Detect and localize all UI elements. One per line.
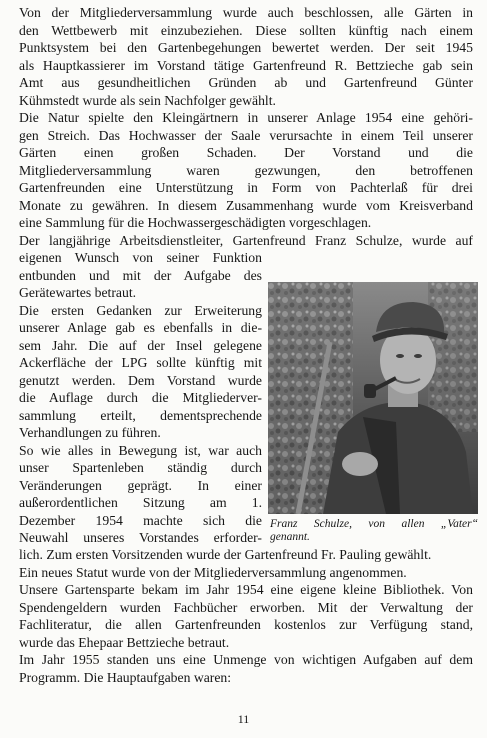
text-line: unser Spartenleben ständig durch	[19, 460, 262, 475]
text-line: Der langjährige Arbeitsdienstleiter, Gartenfreund Franz Schulze, wurde auf	[19, 232, 473, 248]
text-line: Gartenfreunden eine Unterstützung in Form von Pachterlaß für drei	[19, 180, 473, 195]
text-line: eigenen Wunsch von seiner Funktion	[19, 250, 262, 265]
text-line: Programm. Die Hauptaufgaben waren:	[19, 669, 232, 685]
text-line: Die ersten Gedanken zur Erweiterung	[19, 302, 262, 318]
text-line: außerordentlichen Sitzung am 1.	[19, 495, 262, 510]
text-line: Ein neues Statut wurde von der Mitgliederversammlung angenommen.	[19, 564, 407, 580]
text-line: Unsere Gartensparte bekam im Jahr 1954 eine eigene kleine Bibliothek. Von	[19, 582, 473, 597]
text-line: Die Natur spielte den Kleingärtnern in unserer Anlage 1954 eine gehöri-	[19, 110, 473, 125]
text-line: wurde das Ehepaar Bettzieche betraut.	[19, 634, 230, 650]
text-line: Verhandlungen zu führen.	[19, 425, 161, 440]
text-line: als Hauptkassierer im Vorstand tätige Gartenfreund R. Bettzieche gab sein	[19, 57, 473, 73]
text-line: sammlung erteilt, dementsprechende	[19, 407, 262, 423]
text-line: So wie alles in Bewegung ist, war auch	[19, 442, 262, 458]
text-line: Ackerfläche der LPG sollte künftig mit	[19, 355, 262, 370]
body-text-top	[19, 4, 473, 249]
text-line: Fachliteratur, die allen Gartenfreunden kostenlos zur Verfügung stand,	[19, 617, 473, 632]
text-line: Amt aus gesundheitlichen Gründen ab und Gartenfreund Günter	[19, 75, 473, 90]
text-line: die Auflage durch die Mitgliederver-	[19, 390, 262, 405]
photo-caption	[270, 518, 478, 544]
body-text-bottom	[19, 546, 473, 686]
caption-line: genannt.	[270, 531, 310, 543]
text-line: den Wettbewerb mit einzubeziehen. Diese sollten künftig nach einem	[19, 22, 473, 38]
text-line: Von der Mitgliederversammlung wurde auch beschlossen, alle Gärten in	[19, 5, 473, 20]
text-line: sem Jahr. Die auf der Insel gelegene	[19, 337, 262, 353]
text-line: eine Sammlung für die Hochwassergeschädigten vorgeschlagen.	[19, 215, 372, 230]
text-line: Dezember 1954 machte sich die	[19, 512, 262, 528]
text-line: Monate zu gewähren. In diesem Zusammenhang wurde vom Kreisverband	[19, 197, 473, 213]
text-line: gen Streich. Das Hochwasser der Saale verursachte in einem Teil unserer	[19, 127, 473, 143]
text-line: entbunden und mit der Aufgabe des	[19, 267, 262, 283]
text-line: genutzt werden. Dem Vorstand wurde	[19, 372, 262, 388]
caption-line: Franz Schulze, von allen „Vater“	[270, 518, 478, 530]
text-line: Kühmstedt wurde als sein Nachfolger gewählt.	[19, 92, 276, 108]
text-line: unserer Anlage gab es ebenfalls in die-	[19, 320, 262, 335]
text-line: Veränderungen geprägt. In einer	[19, 477, 262, 493]
page-number: 11	[237, 712, 250, 726]
portrait-photo	[268, 282, 478, 514]
text-line: Gerätewartes betraut.	[19, 285, 137, 300]
text-line: Neuwahl unseres Vorstandes erforder-	[19, 530, 262, 545]
body-text-column	[19, 249, 262, 547]
text-line: lich. Zum ersten Vorsitzenden wurde der Gartenfreund Fr. Pauling gewählt.	[19, 547, 432, 562]
text-line: Punktsystem bei den Gartenbegehungen bewertet werden. Der seit 1945	[19, 40, 473, 55]
text-line: Im Jahr 1955 standen uns eine Unmenge von wichtigen Aufgaben auf dem	[19, 652, 473, 667]
text-line: Mitgliederversammlung waren gezwungen, den betroffenen	[19, 162, 473, 178]
text-line: Gärten einen großen Schaden. Der Vorstand und die	[19, 145, 473, 160]
text-line: Spendengeldern wurden Fachbücher erworben. Mit der Verwaltung der	[19, 599, 473, 615]
